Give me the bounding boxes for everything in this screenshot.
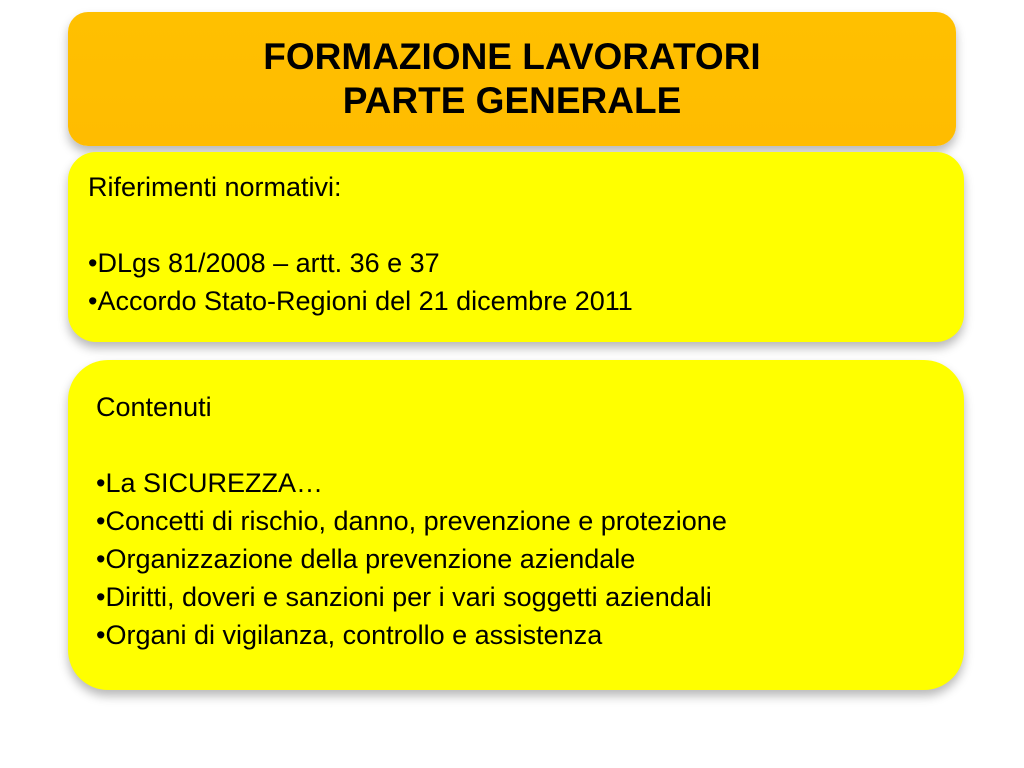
contents-box	[68, 360, 964, 690]
contents-heading: Contenuti	[96, 392, 212, 422]
contents-item: •Organi di vigilanza, controllo e assistenza	[96, 620, 603, 650]
references-heading: Riferimenti normativi:	[88, 172, 342, 202]
contents-item: •Diritti, doveri e sanzioni per i vari soggetti aziendali	[96, 582, 712, 612]
references-spacer	[88, 206, 964, 244]
title-box	[68, 12, 956, 146]
contents-item: •La SICUREZZA…	[96, 468, 323, 498]
contents-spacer	[96, 426, 964, 464]
title-line-1: FORMAZIONE LAVORATORI	[263, 36, 761, 77]
contents-item: •Concetti di rischio, danno, prevenzione e protezione	[96, 506, 727, 536]
contents-item: •Organizzazione della prevenzione aziendale	[96, 544, 636, 574]
references-item: •Accordo Stato-Regioni del 21 dicembre 2011	[88, 286, 633, 316]
title-line-2: PARTE GENERALE	[342, 80, 682, 121]
references-box	[68, 152, 964, 342]
references-item: •DLgs 81/2008 – artt. 36 e 37	[88, 248, 440, 278]
